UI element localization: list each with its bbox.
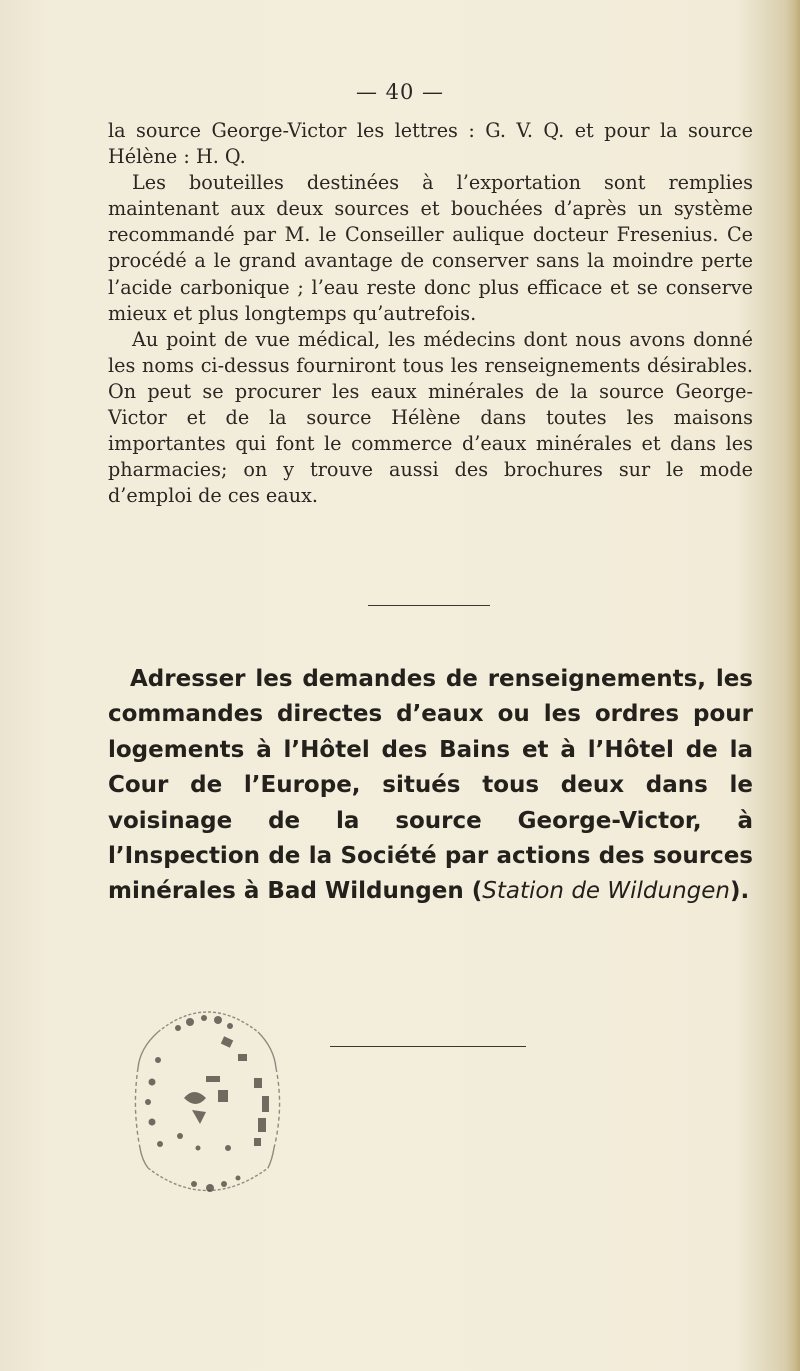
notice-station-name: Station de Wildungen: [482, 878, 730, 905]
paper-edge-shadow: [786, 0, 800, 1371]
body-text: [108, 118, 753, 509]
library-stamp-icon: [118, 998, 296, 1216]
contact-notice: [108, 662, 753, 910]
section-divider: [368, 605, 490, 606]
paragraph-3: Au point de vue médical, les médecins dont nous avons donné les noms ci-dessus fourniront tous les renseignements désirables. On peut se procurer les eaux minérales de la source George-Victor et de la source Hélène dans toutes les maisons importantes qui font le commerce d’eaux minérales et dans les pharmacies; on y trouve aussi des brochures sur le mode d’emploi de ces eaux.: [108, 327, 753, 508]
notice-text: Adresser les demandes de renseignements, les commandes directes d’eaux ou les ordres pour logements à l’Hôtel des Bains et à l’Hôtel de la Cour de l’Europe, situés tous deux dans le voisinage de la source George-Victor, à l’Inspection de la Société par actions des sources minérales à Bad Wildungen (: [108, 666, 753, 905]
paragraph-1: la source George-Victor les lettres : G. V. Q. et pour la source Hélène : H. Q.: [108, 119, 753, 169]
stamp-divider: [330, 1046, 526, 1047]
page-number: — 40 —: [355, 80, 445, 104]
paragraph-2: Les bouteilles destinées à l’exportation sont remplies maintenant aux deux sources et bouchées d’après un système recommandé par M. le Conseiller aulique docteur Fresenius. Ce procédé a le grand avantage de conserver sans la moindre perte l’acide carbonique ; l’eau reste donc plus efficace et se conserve mieux et plus longtemps qu’autrefois.: [108, 171, 753, 325]
notice-closing: ).: [729, 878, 750, 905]
